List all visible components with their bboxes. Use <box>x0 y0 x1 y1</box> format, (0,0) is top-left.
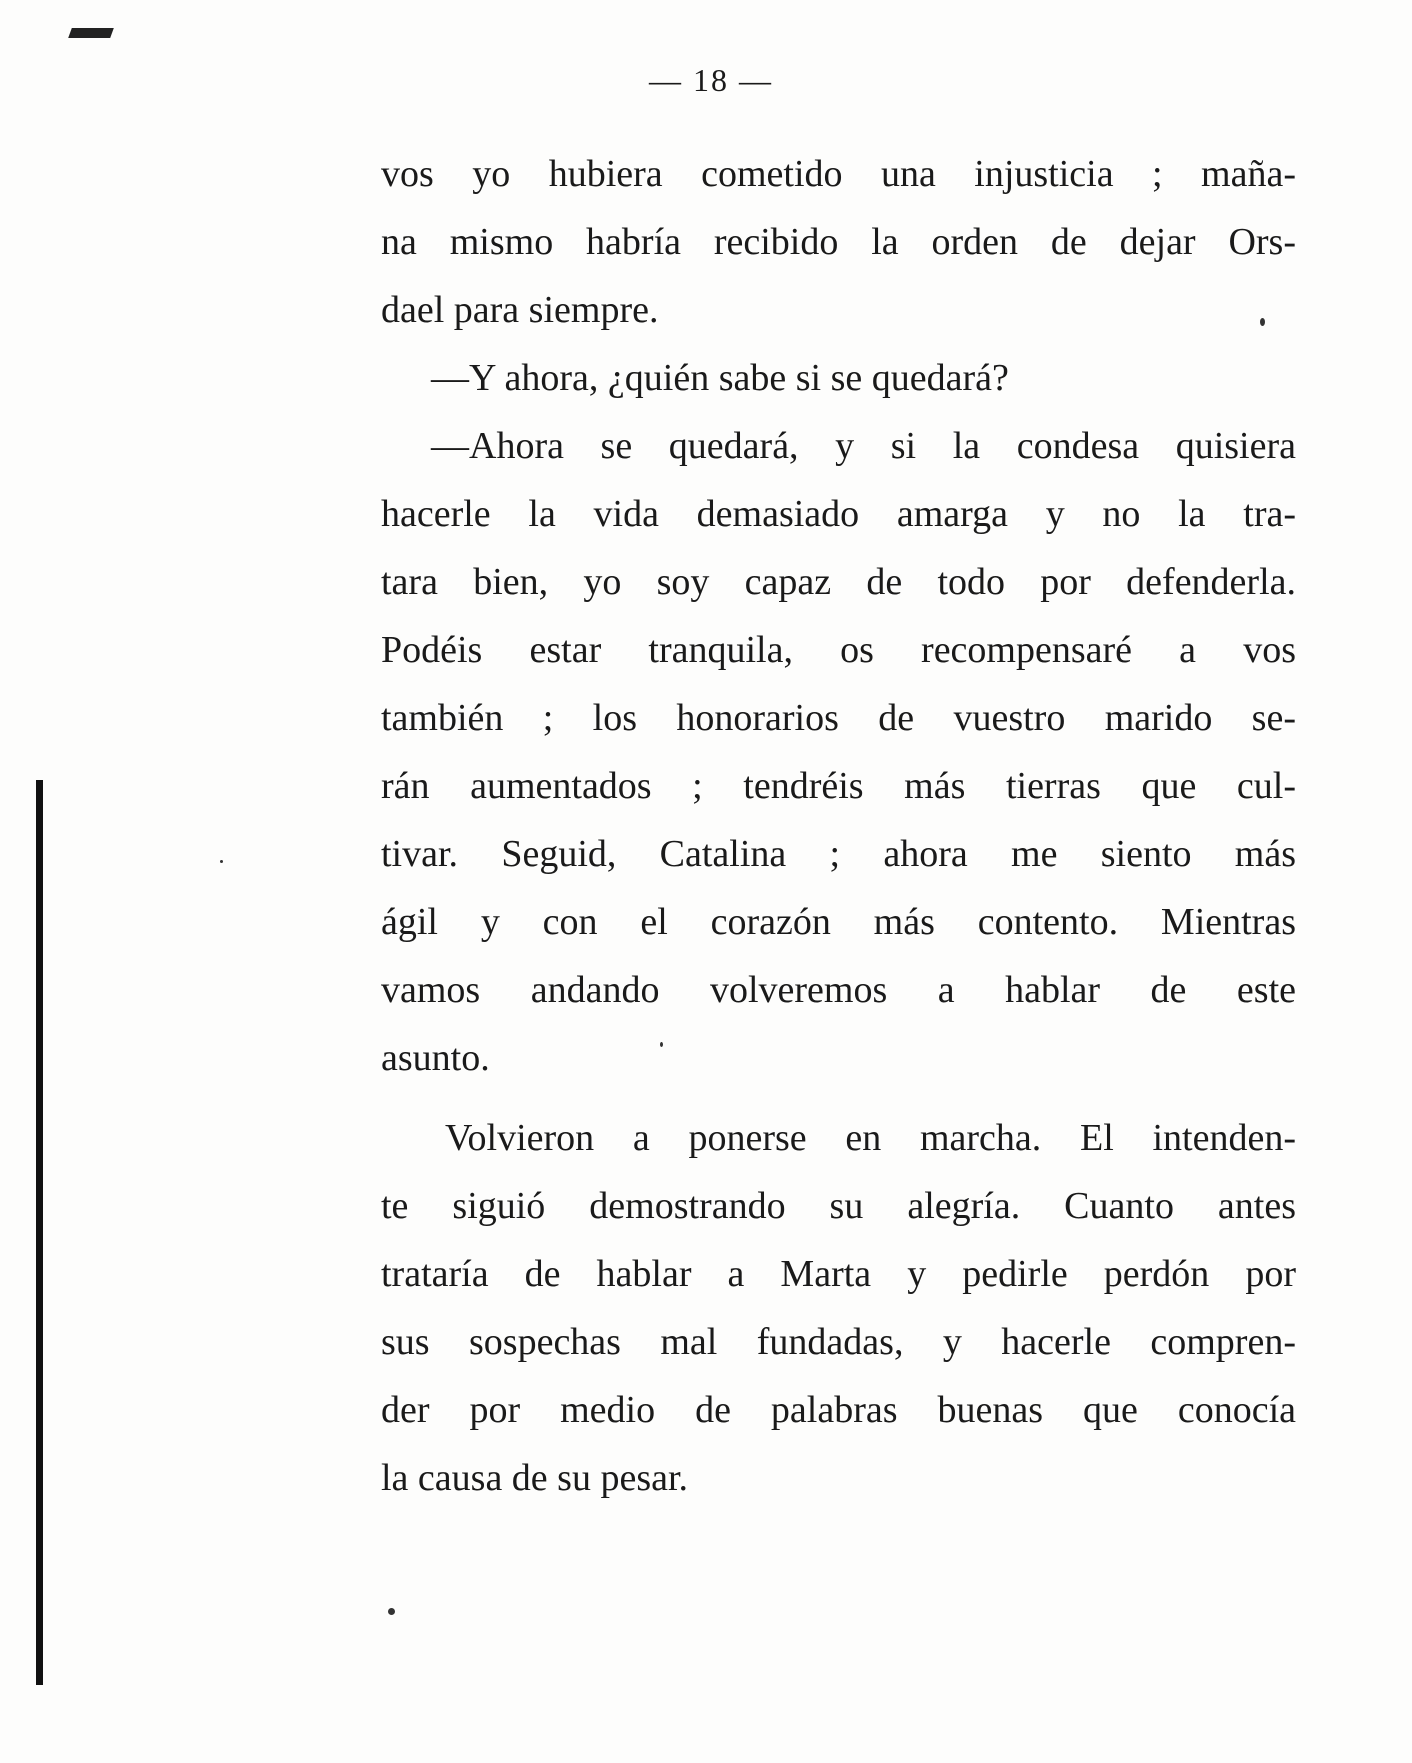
text-line: te siguió demostrando su alegría. Cuanto antes <box>381 1185 1296 1227</box>
text-line: asunto. <box>381 1037 490 1079</box>
text-line: ágil y con el corazón más contento. Mientras <box>381 901 1296 943</box>
text-line: vos yo hubiera cometido una injusticia ; maña- <box>381 153 1296 195</box>
ink-speck <box>388 1608 395 1615</box>
body-text <box>381 140 1296 1512</box>
text-line: sus sospechas mal fundadas, y hacerle compren- <box>381 1321 1296 1363</box>
text-line: trataría de hablar a Marta y pedirle perdón por <box>381 1253 1296 1295</box>
text-line: vamos andando volveremos a hablar de este <box>381 969 1296 1011</box>
binding-edge <box>36 780 43 1685</box>
text-line: —Y ahora, ¿quién sabe si se quedará? <box>431 357 1009 399</box>
text-line: la causa de su pesar. <box>381 1457 689 1499</box>
page-number: — 18 — <box>649 62 773 98</box>
text-line: Volvieron a ponerse en marcha. El intenden- <box>445 1117 1296 1159</box>
text-line: rán aumentados ; tendréis más tierras que cul- <box>381 765 1296 807</box>
text-line: hacerle la vida demasiado amarga y no la tra- <box>381 493 1296 535</box>
text-line: Podéis estar tranquila, os recompensaré a vos <box>381 629 1296 671</box>
ink-blot <box>68 28 114 38</box>
text-line: tara bien, yo soy capaz de todo por defenderla. <box>381 561 1296 603</box>
ink-speck <box>220 860 223 863</box>
text-line: también ; los honorarios de vuestro marido se- <box>381 697 1296 739</box>
text-line: —Ahora se quedará, y si la condesa quisiera <box>431 425 1296 467</box>
text-line: der por medio de palabras buenas que conocía <box>381 1389 1296 1431</box>
text-line: dael para siempre. <box>381 289 659 331</box>
text-line: tivar. Seguid, Catalina ; ahora me siento más <box>381 833 1296 875</box>
text-line: na mismo habría recibido la orden de dejar Ors- <box>381 221 1296 263</box>
